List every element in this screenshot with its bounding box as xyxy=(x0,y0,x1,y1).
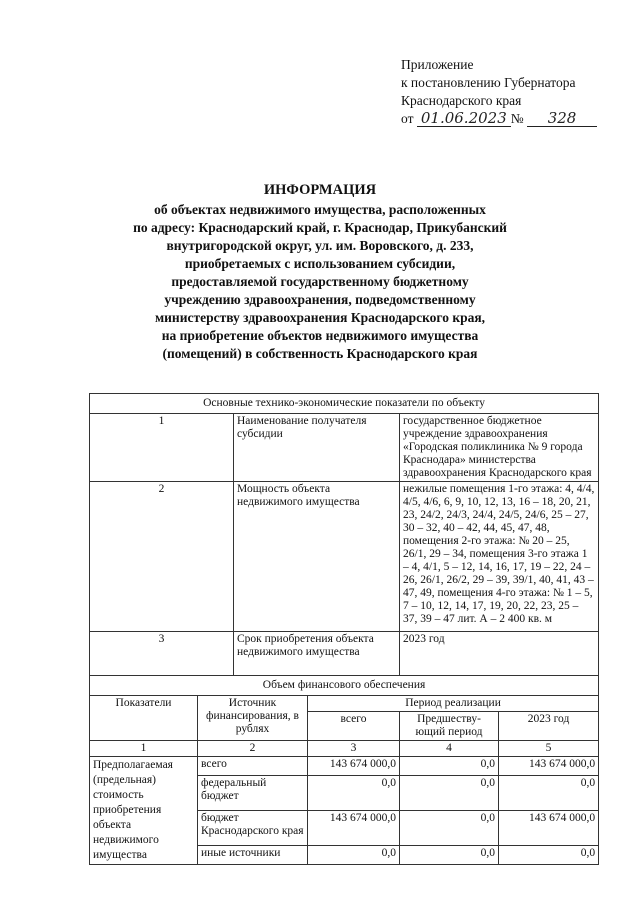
finance-year: 0,0 xyxy=(499,776,599,811)
title-line: на приобретение объектов недвижимого имущества xyxy=(161,328,479,343)
finance-year: 143 674 000,0 xyxy=(499,757,599,776)
header-year: 2023 год xyxy=(499,712,599,741)
title-line: внутригородской округ, ул. им. Воровского, д. 233, xyxy=(166,238,474,253)
row-label: Срок приобретения объекта недвижимого имущества xyxy=(234,632,400,676)
section-header-finance: Объем финансового обеспечения xyxy=(90,676,599,696)
header-period: Период реализации xyxy=(308,696,599,712)
header-indicators: Показатели xyxy=(90,696,198,741)
appendix-number-sign: № xyxy=(510,111,524,126)
appendix-date-line xyxy=(401,110,597,128)
finance-total: 0,0 xyxy=(308,845,400,864)
row-label: Мощность объекта недвижимого имущества xyxy=(234,482,400,632)
appendix-number: 328 xyxy=(527,110,597,127)
row-number: 3 xyxy=(90,632,234,676)
finance-source: федеральный бюджет xyxy=(198,776,308,811)
column-number: 3 xyxy=(308,741,400,757)
finance-previous: 0,0 xyxy=(400,776,499,811)
info-table xyxy=(89,393,599,865)
row-value: нежилые помещения 1-го этажа: 4, 4/4, 4/5, 4/6, 6, 9, 10, 12, 13, 16 – 18, 20, 21, 23, 24/2, 24/3, 24/4, 24/5, 24/6, 25 – 27, 30 – 32, 40 – 42, 44, 45, 47, 48, помещения 2-го этажа: № 20 – 25, 26/1, 29 – 34, помещения 3-го этажа 1 – 4, 4/1, 5 – 12, 14, 16, 17, 19 – 22, 24 – 26, 26/1, 26/2, 29 – 39, 39/1, 40, 41, 43 – 47, 49, помещения 4-го этажа: № 1 – 5, 7 – 10, 12, 14, 17, 19, 20, 22, 23, 25 – 37, 39 – 47 лит. А – 2 400 кв. м xyxy=(400,482,599,632)
appendix-block xyxy=(401,56,597,128)
title-line: предоставляемой государственному бюджетному xyxy=(171,274,469,289)
appendix-date: 01.06.2023 xyxy=(417,110,511,127)
finance-previous: 0,0 xyxy=(400,810,499,845)
title-line: об объектах недвижимого имущества, расположенных xyxy=(154,202,486,217)
finance-total: 143 674 000,0 xyxy=(308,810,400,845)
finance-row-label: Предполагаемая (предельная) стоимость приобретения объекта недвижимого имущества xyxy=(90,757,198,865)
finance-previous: 0,0 xyxy=(400,757,499,776)
finance-source: бюджет Краснодарского края xyxy=(198,810,308,845)
title-line: учреждению здравоохранения, подведомственному xyxy=(164,292,476,307)
finance-total: 143 674 000,0 xyxy=(308,757,400,776)
row-label: Наименование получателя субсидии xyxy=(234,414,400,482)
row-value: 2023 год xyxy=(400,632,599,676)
appendix-line-3: Краснодарского края xyxy=(401,93,522,108)
appendix-line-1: Приложение xyxy=(401,57,474,72)
column-number: 5 xyxy=(499,741,599,757)
finance-source: иные источники xyxy=(198,845,308,864)
column-number: 2 xyxy=(198,741,308,757)
finance-year: 0,0 xyxy=(499,845,599,864)
header-total: всего xyxy=(308,712,400,741)
header-previous: Предшеству-ющий период xyxy=(400,712,499,741)
title-line: по адресу: Краснодарский край, г. Краснодар, Прикубанский xyxy=(133,220,507,235)
title-heading: ИНФОРМАЦИЯ xyxy=(263,182,377,198)
document-title xyxy=(0,181,640,363)
header-source: Источник финансирования, в рублях xyxy=(198,696,308,741)
column-number: 1 xyxy=(90,741,198,757)
column-number: 4 xyxy=(400,741,499,757)
title-line: министерству здравоохранения Краснодарского края, xyxy=(154,310,486,325)
row-number: 1 xyxy=(90,414,234,482)
appendix-line-2: к постановлению Губернатора xyxy=(401,75,576,90)
section-header-main: Основные технико-экономические показатели по объекту xyxy=(90,394,599,414)
finance-source: всего xyxy=(198,757,308,776)
title-line: (помещений) в собственность Краснодарского края xyxy=(162,346,478,361)
finance-total: 0,0 xyxy=(308,776,400,811)
appendix-date-prefix: от xyxy=(401,111,414,126)
finance-year: 143 674 000,0 xyxy=(499,810,599,845)
row-number: 2 xyxy=(90,482,234,632)
row-value: государственное бюджетное учреждение здравоохранения «Городская поликлиника № 9 города Краснодара» министерства здравоохранения Краснодарского края xyxy=(400,414,599,482)
title-line: приобретаемых с использованием субсидии, xyxy=(184,256,456,271)
finance-previous: 0,0 xyxy=(400,845,499,864)
